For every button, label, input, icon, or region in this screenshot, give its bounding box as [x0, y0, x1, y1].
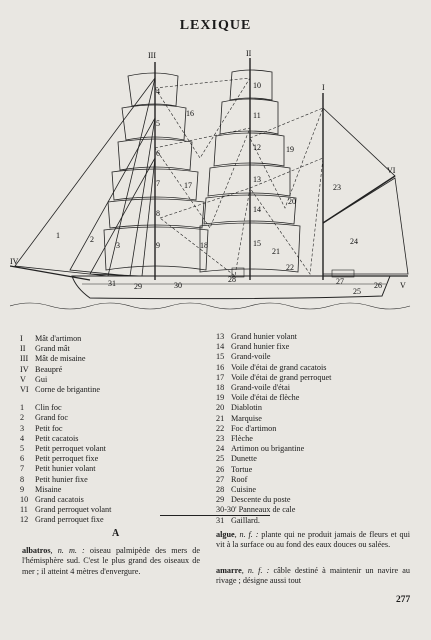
legend-item: 13 Grand hunier volant — [216, 332, 297, 341]
label-n28: 28 — [228, 275, 236, 284]
entry-grammar: , n. m. : — [50, 546, 85, 555]
sail-grand-voile-etai — [160, 188, 250, 276]
entry-albatros — [22, 546, 200, 577]
legend-item: 25 Dunette — [216, 454, 257, 464]
entry-term: amarre — [216, 566, 242, 575]
label-n30: 30 — [174, 281, 182, 290]
label-n24: 24 — [350, 237, 358, 246]
legend-item: 5 Petit perroquet volant — [20, 444, 106, 454]
legend-item: 15 Grand-voile — [216, 352, 271, 362]
label-V: V — [400, 281, 406, 290]
legend-item: 18 Grand-voile d'étai — [216, 383, 290, 393]
legend-item: 24 Artimon ou brigantine — [216, 444, 305, 454]
label-n2: 2 — [90, 235, 94, 244]
label-n13: 13 — [253, 175, 261, 184]
legend-item: 10 Grand cacatois — [20, 495, 84, 505]
legend-item: 16 Voile d'étai de grand cacatois — [216, 362, 327, 372]
label-n4: 4 — [156, 87, 160, 96]
legend-item: 17 Voile d'étai de grand perroquet — [216, 372, 332, 382]
label-n6: 6 — [156, 149, 160, 158]
label-n31: 31 — [108, 279, 116, 288]
label-n1: 1 — [56, 231, 60, 240]
label-n18: 18 — [200, 241, 208, 250]
label-n26: 26 — [374, 281, 382, 290]
section-divider — [160, 515, 270, 516]
water-line — [10, 303, 410, 309]
label-n10: 10 — [253, 81, 261, 90]
sail-grand-hunier-volant — [208, 165, 290, 196]
label-n3: 3 — [116, 241, 120, 250]
label-n22: 22 — [286, 263, 294, 272]
label-n16: 16 — [186, 109, 194, 118]
sail-grand-foc — [70, 118, 155, 276]
page-title: LEXIQUE — [179, 18, 252, 33]
label-mast-III: III — [148, 51, 156, 60]
label-n19: 19 — [286, 145, 294, 154]
label-mast-II: II — [246, 49, 252, 58]
label-n15: 15 — [253, 239, 261, 248]
ship-diagram-svg — [10, 48, 422, 318]
legend-item: 1 Clin foc — [20, 403, 62, 413]
legend-item: 8 Petit hunier fixe — [20, 474, 88, 484]
sail-grand-perroquet-volant — [220, 99, 278, 134]
legend-item: 9 Misaine — [20, 484, 62, 494]
label-VI: VI — [387, 166, 396, 175]
entry-term: algue — [216, 530, 235, 539]
entry-amarre — [216, 566, 410, 587]
legend-item: VI Corne de brigantine — [20, 385, 101, 395]
label-n5: 5 — [156, 119, 160, 128]
legend-item: 21 Marquise — [216, 413, 262, 423]
label-n27: 27 — [336, 277, 344, 286]
legend-left — [20, 334, 111, 526]
label-IV: IV — [10, 257, 19, 266]
legend-item: IV Beaupré — [20, 364, 63, 374]
legend-item: 27 Roof — [216, 474, 248, 484]
sail-brigantine — [323, 178, 408, 274]
entry-definition: câble destiné à maintenir un navire au rivage ; désigne aussi tout — [216, 566, 410, 586]
sail-voile-etai-grand-perroquet — [155, 128, 250, 228]
legend-right — [216, 332, 331, 526]
label-n17: 17 — [184, 181, 192, 190]
label-n8: 8 — [156, 209, 160, 218]
legend-item: 4 Petit cacatois — [20, 433, 79, 443]
label-n9: 9 — [156, 241, 160, 250]
entry-term: albatros — [22, 546, 51, 555]
label-n12: 12 — [253, 143, 261, 152]
section-letter: A — [112, 528, 120, 539]
entry-definition: plante qui ne produit jamais de fleurs et qui vit à la surface ou au fond des eaux douces ou salées. — [216, 530, 410, 550]
legend-item: 6 Petit perroquet fixe — [20, 454, 99, 464]
legend-item: II Grand mât — [20, 344, 70, 354]
entry-grammar: , n. f. : — [241, 566, 270, 575]
legend-item: 31 Gaillard. — [216, 515, 260, 525]
legend-item: 20 Diablotin — [216, 403, 262, 413]
legend-item: 3 Petit foc — [20, 423, 63, 433]
legend-gap — [20, 395, 111, 403]
sail-grand-perroquet-fixe — [214, 133, 284, 166]
label-n7: 7 — [156, 179, 160, 188]
entry-algue — [216, 530, 410, 551]
label-n23: 23 — [333, 183, 341, 192]
legend-item: 30-30' Panneaux de cale — [216, 505, 296, 515]
legend-item: 14 Grand hunier fixe — [216, 342, 290, 352]
legend-item: 11 Grand perroquet volant — [20, 505, 112, 515]
sail-voile-etai-grand-cacatois — [155, 78, 250, 158]
legend-item: 29 Descente du poste — [216, 495, 291, 505]
legend-item: 19 Voile d'étai de flèche — [216, 393, 300, 403]
sail-fleche — [323, 108, 395, 223]
legend-item: 7 Petit hunier volant — [20, 464, 96, 474]
label-n14: 14 — [253, 205, 261, 214]
label-n20: 20 — [288, 197, 296, 206]
legend-item: I Mât d'artimon — [20, 334, 82, 343]
sail-petit-cacatois — [128, 73, 178, 106]
legend-item: 28 Cuisine — [216, 485, 257, 495]
label-n25: 25 — [353, 287, 361, 296]
label-n11: 11 — [253, 111, 261, 120]
legend-item: 22 Foc d'artimon — [216, 423, 277, 433]
legend-item: 26 Tortue — [216, 464, 253, 474]
legend-item: 23 Flèche — [216, 434, 253, 444]
label-n21: 21 — [272, 247, 280, 256]
legend-item: 2 Grand foc — [20, 413, 68, 423]
sail-grand-cacatois — [230, 70, 272, 100]
entry-grammar: , n. f. : — [234, 530, 259, 539]
legend-item: III Mât de misaine — [20, 354, 86, 364]
label-n29: 29 — [134, 282, 142, 291]
legend-item: V Gui — [20, 374, 48, 384]
label-mast-I: I — [322, 83, 325, 92]
page-number: 277 — [396, 595, 411, 605]
entry-definition: oiseau palmipède des mers de l'hémisphère sud. C'est le plus grand des oiseaux de mer ; il atteint 4 mètres d'envergure. — [22, 546, 201, 576]
ship-diagram — [10, 48, 422, 318]
sail-clin-foc — [15, 78, 155, 276]
legend-item: 12 Grand perroquet fixe — [20, 515, 104, 525]
